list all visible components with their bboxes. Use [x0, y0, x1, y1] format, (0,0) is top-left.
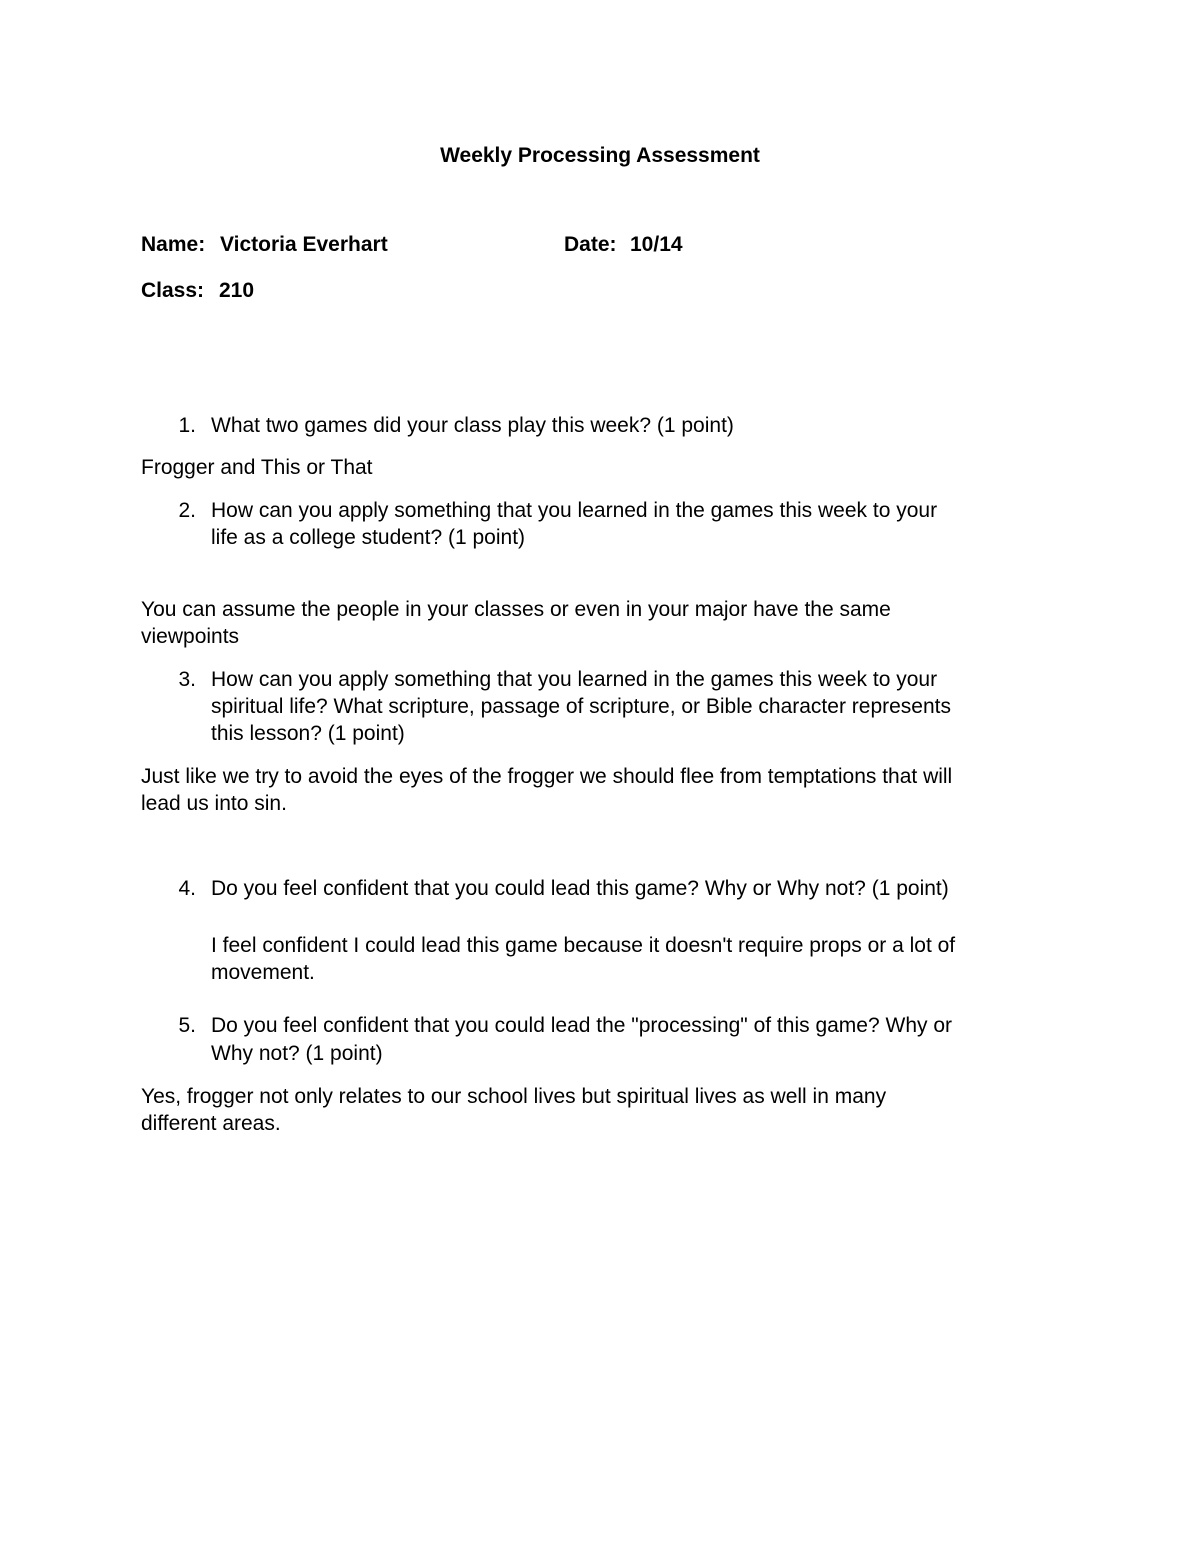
answer-3-line-1: Just like we try to avoid the eyes of the frogger we should flee from temptations that will [141, 765, 953, 788]
question-5-line-2: Why not? (1 point) [211, 1042, 383, 1065]
question-2-number: 2. [178, 499, 196, 522]
date-label: Date: [564, 233, 617, 256]
answer-5-line-2: different areas. [141, 1112, 281, 1135]
question-1-number: 1. [178, 414, 196, 437]
question-2-line-1: How can you apply something that you learned in the games this week to your [211, 499, 938, 522]
class-value: 210 [219, 279, 255, 302]
answer-4-line-1: I feel confident I could lead this game because it doesn't require props or a lot of [211, 934, 956, 957]
question-3-line-3: this lesson? (1 point) [211, 722, 405, 745]
answer-1-text: Frogger and This or That [141, 456, 373, 479]
answer-5-line-1: Yes, frogger not only relates to our school lives but spiritual lives as well in many [141, 1085, 887, 1108]
question-3-number: 3. [178, 668, 196, 691]
answer-2-line-1: You can assume the people in your classes or even in your major have the same [141, 598, 891, 621]
question-5-line-1: Do you feel confident that you could lead the "processing" of this game? Why or [211, 1014, 952, 1037]
class-label: Class: [141, 279, 205, 302]
date-value: 10/14 [630, 233, 683, 256]
answer-2-line-2: viewpoints [141, 625, 240, 648]
answer-3-line-2: lead us into sin. [141, 792, 287, 815]
page-title: Weekly Processing Assessment [440, 144, 760, 167]
question-4-text: Do you feel confident that you could lead this game? Why or Why not? (1 point) [211, 877, 949, 900]
question-4-number: 4. [178, 877, 196, 900]
question-1-text: What two games did your class play this week? (1 point) [211, 414, 734, 437]
name-value: Victoria Everhart [220, 233, 388, 256]
question-5-number: 5. [178, 1014, 196, 1037]
question-3-line-1: How can you apply something that you learned in the games this week to your [211, 668, 938, 691]
question-2-line-2: life as a college student? (1 point) [211, 526, 526, 549]
name-label: Name: [141, 233, 206, 256]
answer-4-line-2: movement. [211, 961, 315, 984]
question-3-line-2: spiritual life? What scripture, passage of scripture, or Bible character represents [211, 695, 951, 718]
